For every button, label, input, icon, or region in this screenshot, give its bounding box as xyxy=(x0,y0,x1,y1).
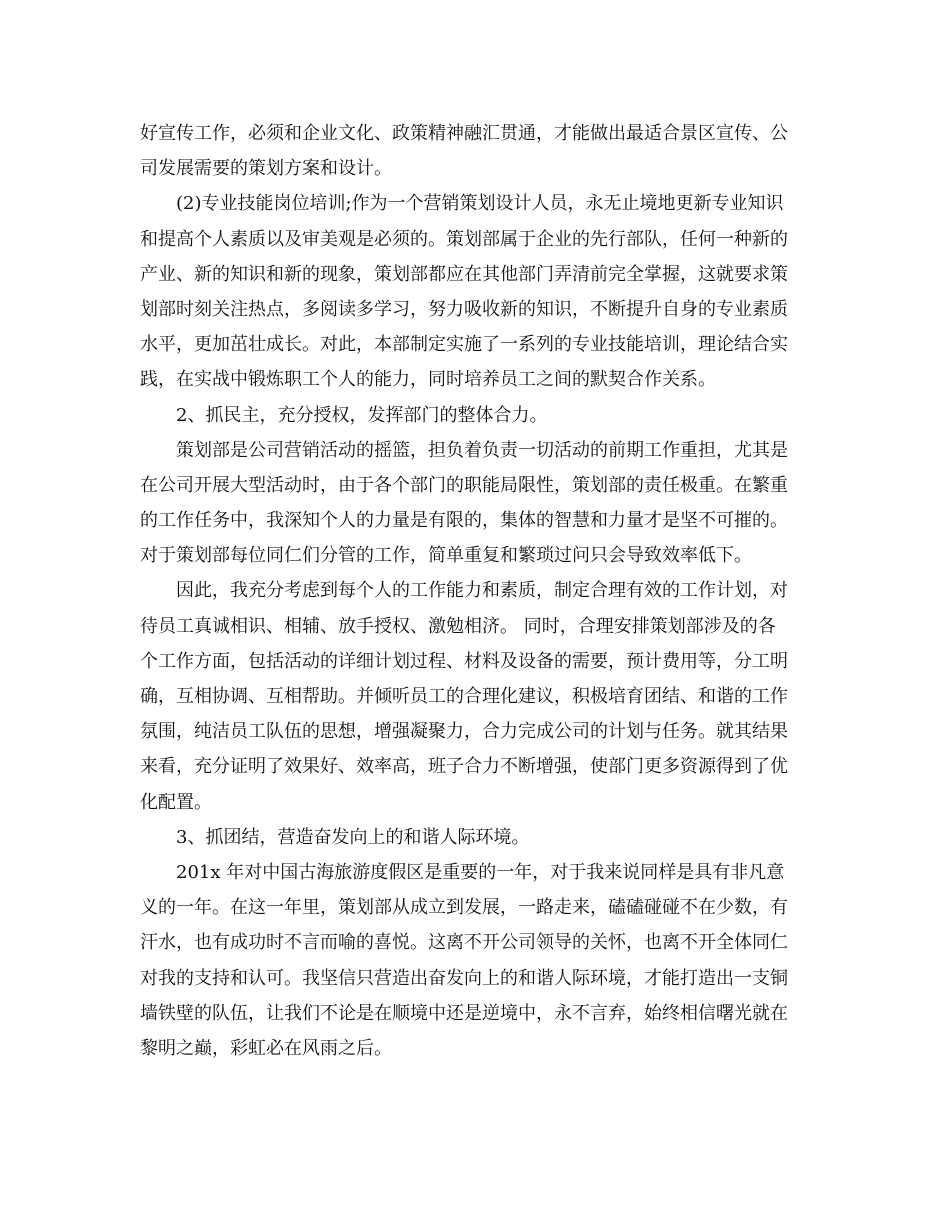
text-line: 黎明之巅，彩虹必在风雨之后。 xyxy=(140,1037,392,1059)
text-line: 对于策划部每位同仁们分管的工作，简单重复和繁琐过问只会导致效率低下。 xyxy=(140,545,752,567)
text-line: 划部时刻关注热点，多阅读多学习，努力吸收新的知识，不断提升自身的专业素质 xyxy=(140,298,788,320)
text-line: 的工作任务中，我深知个人的力量是有限的，集体的智慧和力量才是坚不可摧的。 xyxy=(140,510,788,532)
text-line: 水平，更加茁壮成长。对此，本部制定实施了一系列的专业技能培训，理论结合实 xyxy=(140,334,788,356)
text-line: 因此，我充分考虑到每个人的工作能力和素质，制定合理有效的工作计划，对 xyxy=(176,580,788,602)
text-line: 践，在实战中锻炼职工个人的能力，同时培养员工之间的默契合作关系。 xyxy=(140,369,716,391)
document-body xyxy=(140,116,812,1066)
text-line: 3、抓团结，营造奋发向上的和谐人际环境。 xyxy=(176,826,530,848)
text-line: 对我的支持和认可。我坚信只营造出奋发向上的和谐人际环境，才能打造出一支铜 xyxy=(140,967,788,989)
text-line: 待员工真诚相识、相辅、放手授权、激勉相济。 同时，合理安排策划部涉及的各 xyxy=(140,615,776,637)
text-line: 确，互相协调、互相帮助。并倾听员工的合理化建议，积极培育团结、和谐的工作 xyxy=(140,686,788,707)
text-line: 墙铁壁的队伍，让我们不论是在顺境中还是逆境中，永不言弃，始终相信曙光就在 xyxy=(140,1002,788,1024)
text-line: 和提高个人素质以及审美观是必须的。策划部属于企业的先行部队，任何一种新的 xyxy=(140,228,788,250)
text-line: 策划部是公司营销活动的摇篮，担负着负责一切活动的前期工作重担，尤其是 xyxy=(176,439,788,461)
text-line: 好宣传工作，必须和企业文化、政策精神融汇贯通，才能做出最适合景区宣传、公 xyxy=(140,123,788,144)
text-line: 氛围，纯洁员工队伍的思想，增强凝聚力，合力完成公司的计划与任务。就其结果 xyxy=(140,721,788,743)
text-line: 化配置。 xyxy=(140,791,212,813)
text-line: 2、抓民主，充分授权，发挥部门的整体合力。 xyxy=(176,404,548,426)
text-line: 司发展需要的策划方案和设计。 xyxy=(140,158,392,180)
text-line: 201x 年对中国古海旅游度假区是重要的一年，对于我来说同样是具有非凡意 xyxy=(176,861,785,883)
text-line: 产业、新的知识和新的现象，策划部都应在其他部门弄清前完全掌握，这就要求策 xyxy=(140,263,788,285)
text-line: 义的一年。在这一年里，策划部从成立到发展，一路走来，磕磕碰碰不在少数，有 xyxy=(140,897,788,919)
text-line: (2)专业技能岗位培训;作为一个营销策划设计人员，永无止境地更新专业知识 xyxy=(176,193,784,215)
text-line: 汗水，也有成功时不言而喻的喜悦。这离不开公司领导的关怀，也离不开全体同仁 xyxy=(140,932,788,954)
text-line: 在公司开展大型活动时，由于各个部门的职能局限性，策划部的责任极重。在繁重 xyxy=(140,474,788,496)
text-line: 个工作方面，包括活动的详细计划过程、材料及设备的需要，预计费用等，分工明 xyxy=(140,650,788,672)
text-line: 来看，充分证明了效果好、效率高，班子合力不断增强，使部门更多资源得到了优 xyxy=(140,756,788,778)
